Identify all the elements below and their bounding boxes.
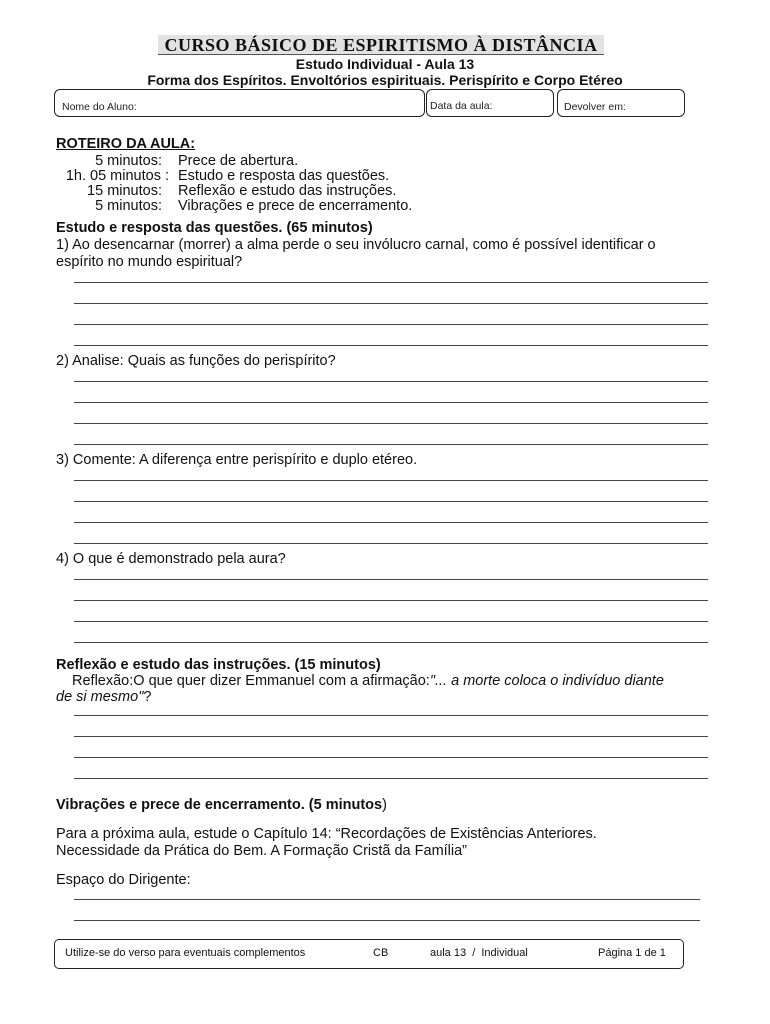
student-name-field[interactable] [54, 89, 425, 117]
roteiro-activity: Reflexão e estudo das instruções. [178, 183, 397, 199]
answer-line[interactable] [74, 324, 708, 325]
roteiro-heading: ROTEIRO DA AULA: [56, 136, 196, 152]
answer-line[interactable] [74, 543, 708, 544]
roteiro-time: 5 minutos: [95, 153, 162, 169]
question-1-line1: 1) Ao desencarnar (morrer) a alma perde o seu invólucro carnal, como é possível identificar o [56, 237, 656, 253]
answer-line[interactable] [74, 600, 708, 601]
director-label: Espaço do Dirigente: [56, 872, 191, 888]
question-3: 3) Comente: A diferença entre perispírito e duplo etéreo. [56, 452, 418, 468]
next-lesson-line2: Necessidade da Prática do Bem. A Formação Cristã da Família” [56, 843, 468, 859]
roteiro-activity: Estudo e resposta das questões. [178, 168, 390, 184]
answer-line[interactable] [74, 345, 708, 346]
answer-line[interactable] [74, 757, 708, 758]
director-line[interactable] [74, 899, 700, 900]
roteiro-time: 5 minutos: [95, 198, 162, 214]
closing-heading-text: Vibrações e prece de encerramento. (5 minutos [56, 797, 383, 813]
reflection-quote-part1: "... a morte coloca o indivíduo diante [429, 673, 664, 689]
answer-line[interactable] [74, 480, 708, 481]
answer-line[interactable] [74, 501, 708, 502]
course-title: CURSO BÁSICO DE ESPIRITISMO À DISTÂNCIA [164, 35, 598, 55]
closing-heading [56, 797, 387, 814]
reflection-heading: Reflexão e estudo das instruções. (15 minutos) [56, 657, 381, 673]
answer-line[interactable] [74, 423, 708, 424]
answer-line[interactable] [74, 579, 708, 580]
answer-line[interactable] [74, 736, 708, 737]
footer-note: Utilize-se do verso para eventuais complementos [65, 947, 306, 959]
lesson-subtitle: Estudo Individual - Aula 13 [295, 56, 475, 72]
footer-code: CB [373, 947, 389, 959]
answer-line[interactable] [74, 522, 708, 523]
footer-page: Página 1 de 1 [598, 947, 666, 959]
footer-lesson: aula 13 / Individual [430, 947, 528, 959]
return-date-field[interactable] [557, 89, 685, 117]
reflection-prompt [72, 673, 664, 690]
answer-line[interactable] [74, 303, 708, 304]
answer-line[interactable] [74, 282, 708, 283]
director-line[interactable] [74, 920, 700, 921]
lesson-topic: Forma dos Espíritos. Envoltórios espirituais. Perispírito e Corpo Etéreo [147, 72, 623, 88]
answer-line[interactable] [74, 642, 708, 643]
question-1-line2: espírito no mundo espiritual? [56, 254, 243, 270]
question-4: 4) O que é demonstrado pela aura? [56, 551, 286, 567]
roteiro-time: 1h. 05 minutos : [65, 168, 169, 184]
answer-line[interactable] [74, 778, 708, 779]
class-date-label: Data da aula: [430, 100, 493, 112]
roteiro-activity: Vibrações e prece de encerramento. [178, 198, 413, 214]
roteiro-time: 15 minutos: [87, 183, 162, 199]
answer-line[interactable] [74, 715, 708, 716]
student-name-label: Nome do Aluno: [62, 101, 137, 113]
answer-line[interactable] [74, 402, 708, 403]
study-heading: Estudo e resposta das questões. (65 minutos) [56, 220, 373, 236]
roteiro-activity: Prece de abertura. [178, 153, 299, 169]
closing-heading-end: ) [382, 797, 387, 813]
answer-line[interactable] [74, 621, 708, 622]
answer-line[interactable] [74, 444, 708, 445]
reflection-prompt-end: ? [143, 689, 152, 705]
question-2: 2) Analise: Quais as funções do perispírito? [56, 353, 336, 369]
reflection-quote-part2: de si mesmo" [56, 689, 144, 705]
return-date-label: Devolver em: [564, 101, 626, 113]
next-lesson-line1: Para a próxima aula, estude o Capítulo 14: “Recordações de Existências Anteriores. [56, 826, 597, 842]
page-footer [54, 939, 684, 969]
reflection-prompt-line2 [56, 689, 151, 706]
reflection-prompt-start: Reflexão:O que quer dizer Emmanuel com a afirmação: [72, 673, 430, 689]
class-date-field[interactable] [426, 89, 554, 117]
answer-line[interactable] [74, 381, 708, 382]
